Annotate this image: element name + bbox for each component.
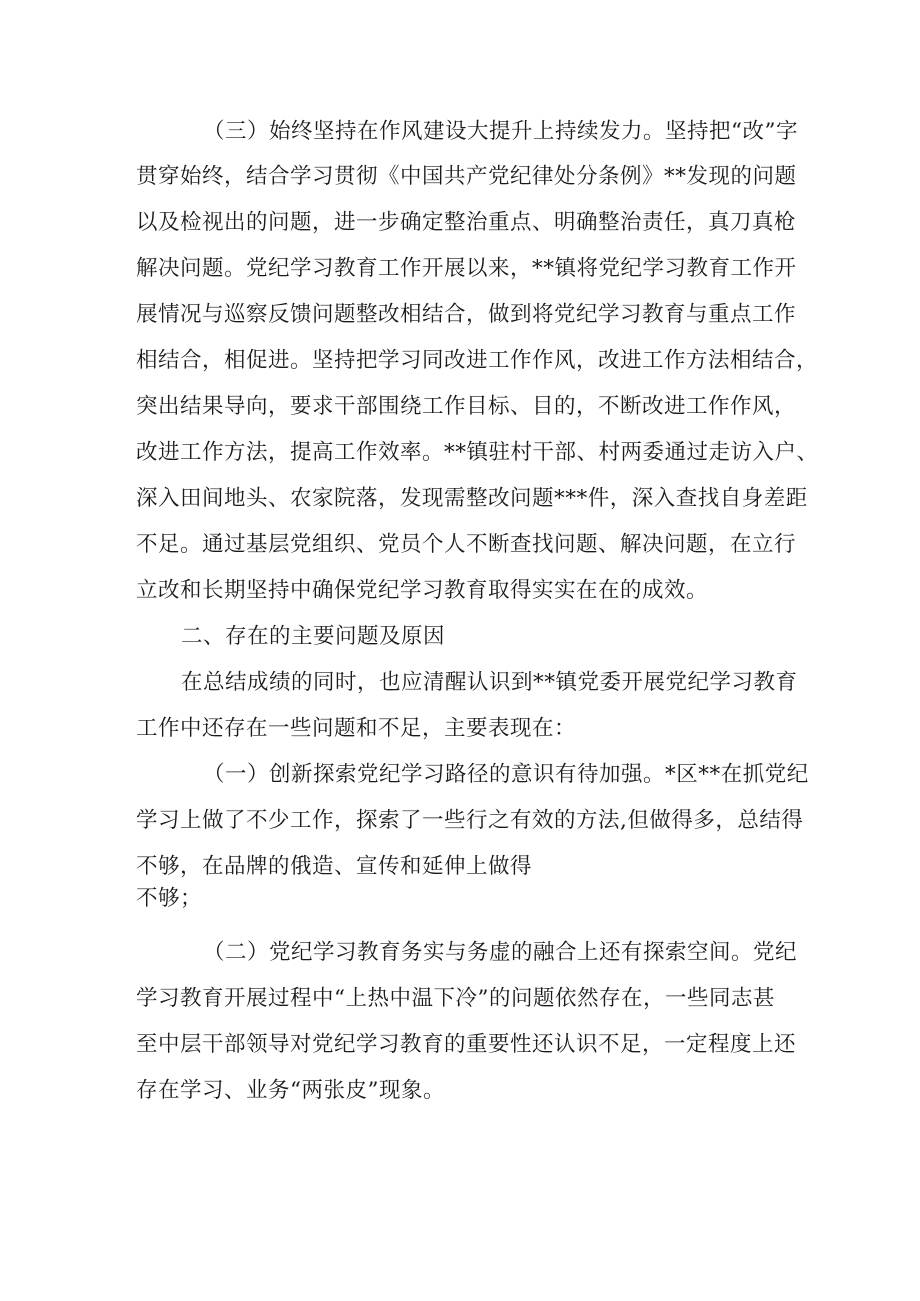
paragraph-3-line-7: 突出结果导向，要求干部围绕工作目标、目的，不断改进工作作风， (136, 394, 797, 419)
paragraph-3-line-1: （三）始终坚持在作风建设大提升上持续发力。坚持把“改”字 (203, 119, 798, 144)
paragraph-3-line-11: 立改和长期坚持中确保党纪学习教育取得实实在在的成效。 (136, 578, 709, 603)
paragraph-2-line-2: 学习教育开展过程中“上热中温下冷”的问题依然存在，一些同志甚 (136, 986, 775, 1011)
paragraph-2-line-1: （二）党纪学习教育务实与务虚的融合上还有探索空间。党纪 (203, 940, 798, 965)
paragraph-3-line-6: 相结合，相促进。坚持把学习同改进工作作风，改进工作方法相结合， (136, 348, 819, 373)
paragraph-3-line-2: 贯穿始终，结合学习贯彻《中国共产党纪律处分条例》**发现的问题 (136, 164, 797, 189)
paragraph-1-line-3: 不够，在品牌的俄造、宣传和延伸上做得 (136, 854, 533, 879)
paragraph-2-line-4: 存在学习、业务“两张皮”现象。 (136, 1078, 445, 1103)
paragraph-3-line-3: 以及检视出的问题，进一步确定整治重点、明确整治责任，真刀真枪 (136, 210, 797, 235)
paragraph-3-line-9: 深入田间地头、农家院落，发现需整改问题***件，深入查找自身差距 (136, 486, 808, 511)
intro-line-2: 工作中还存在一些问题和不足，主要表现在： (136, 716, 577, 741)
paragraph-3-line-5: 展情况与巡察反馈问题整改相结合，做到将党纪学习教育与重点工作 (136, 302, 797, 327)
paragraph-1-line-2: 学习上做了不少工作，探索了一些行之有效的方法,但做得多，总结得 (136, 808, 804, 833)
paragraph-3-line-4: 解决问题。党纪学习教育工作开展以来，**镇将党纪学习教育工作开 (136, 256, 797, 281)
paragraph-1-line-4: 不够； (136, 886, 203, 911)
paragraph-3-line-10: 不足。通过基层党组织、党员个人不断查找问题、解决问题，在立行 (136, 532, 797, 557)
paragraph-2-line-3: 至中层干部领导对党纪学习教育的重要性还认识不足，一定程度上还 (136, 1032, 797, 1057)
section-heading: 二、存在的主要问题及原因 (181, 624, 446, 649)
intro-line-1: 在总结成绩的同时，也应清醒认识到**镇党委开展党纪学习教育 (181, 670, 798, 695)
paragraph-1-line-1: （一）创新探索党纪学习路径的意识有待加强。*区**在抓党纪 (203, 762, 809, 787)
paragraph-3-line-8: 改进工作方法，提高工作效率。**镇驻村干部、村两委通过走访入户、 (136, 440, 819, 465)
